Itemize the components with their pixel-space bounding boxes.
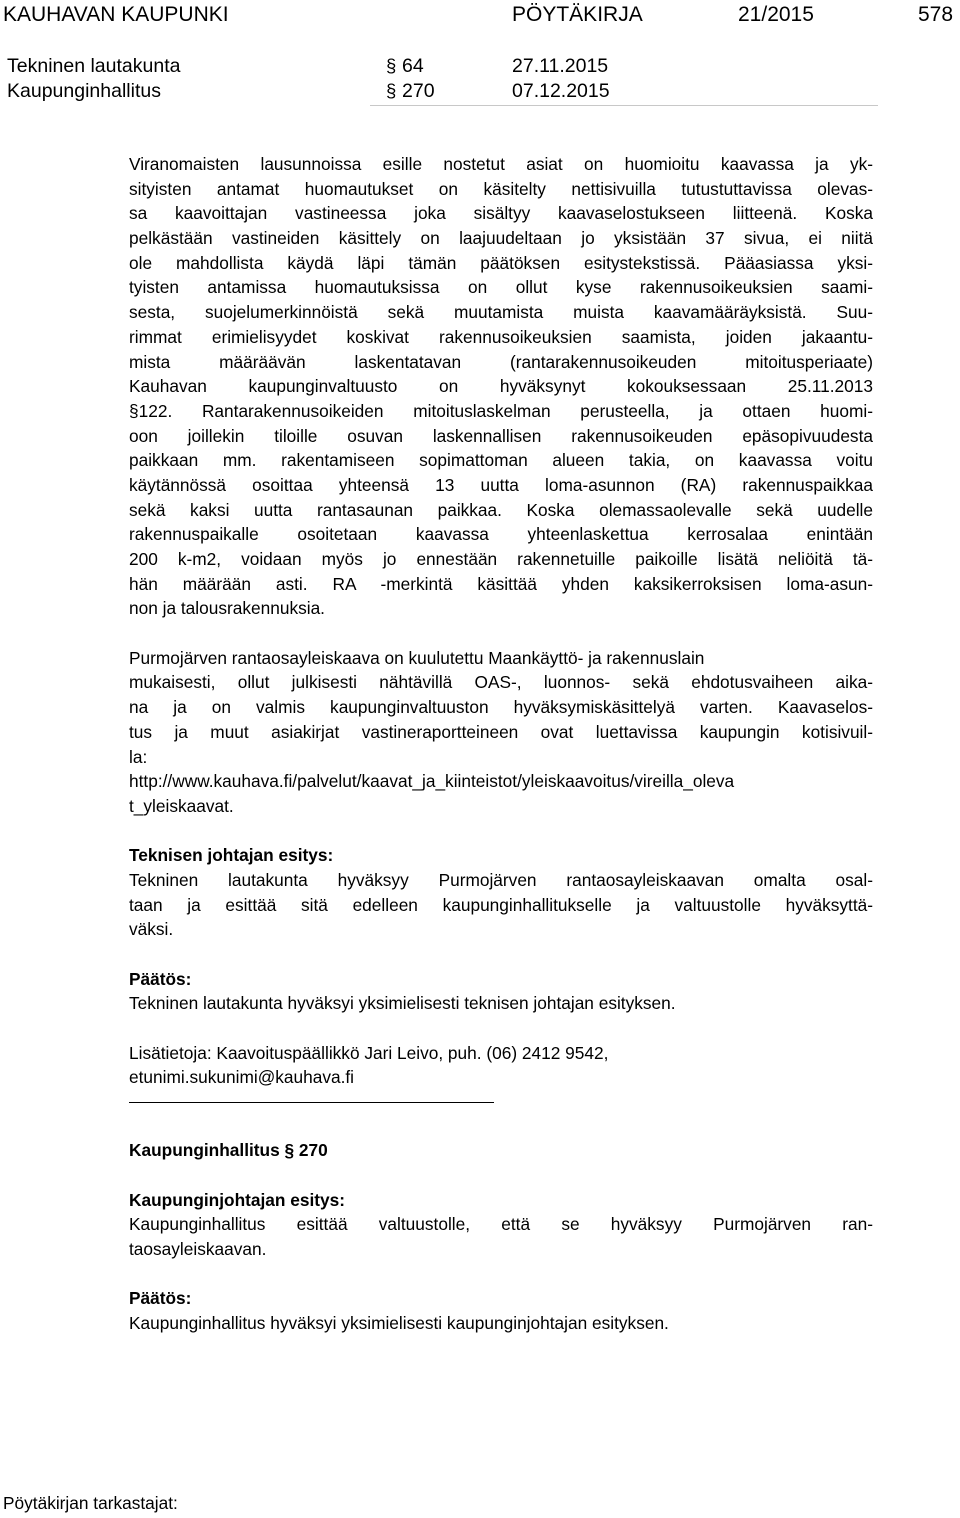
decision-city-board (129, 1286, 873, 1335)
mayor-proposal (129, 1188, 873, 1262)
text-line: taan ja esittää sitä edelleen kaupunginhallitukselle ja valtuustolle hyväksyttä- (129, 894, 873, 915)
text-line: Tekninen lautakunta hyväksyy Purmojärven rantaosayleiskaavan omalta osal- (129, 869, 873, 890)
meeting-body: Tekninen lautakunta (7, 55, 181, 77)
paragraph-statements (129, 152, 873, 621)
text-line: pelkästään vastineiden käsittely on laajuudeltaan jo yksistään 37 sivua, ei niitä (129, 228, 873, 249)
text-line: paikkaan mm. rakentamiseen sopimattoman alueen takia, on kaavassa voitu (129, 450, 873, 471)
section-number: 270 (402, 80, 435, 102)
meeting-date: 27.11.2015 (512, 55, 609, 77)
text-line: Viranomaisten lausunnoissa esille nostetut asiat on huomioitu kaavassa ja yk- (129, 154, 873, 174)
text-line: mukaisesti, ollut julkisesti nähtävillä OAS-, luonnos- sekä ehdotusvaiheen aika- (129, 672, 873, 693)
header-row-tekninen (0, 53, 960, 79)
spacer (129, 621, 873, 646)
text-line: tus ja muut asiakirjat vastineraportteineen ovat luettavissa kaupungin kotisivuil- (129, 721, 873, 742)
document-body (129, 152, 873, 1336)
text-line: mista määräävän laskentatavan (rantarakennusoikeuden mitoitusperiaate) (129, 351, 873, 372)
text-line: Kauhavan kaupunginvaltuusto on hyväksynyt kokouksessaan 25.11.2013 (129, 376, 873, 397)
text-line: tyisten antamissa huomautuksissa on ollut kyse rakennusoikeuksien saami- (129, 277, 873, 298)
meeting-body: Kaupunginhallitus (7, 80, 161, 102)
header-divider (370, 105, 878, 106)
text-line: non ja talousrakennuksia. (129, 598, 325, 619)
page-number: 578 (918, 3, 954, 26)
text-line: na ja on valmis kaupunginvaltuuston hyväksymiskäsittelyä varten. Kaavaselos- (129, 697, 873, 718)
spacer (129, 942, 873, 967)
section-sign: § (386, 80, 397, 101)
text-line: käytännössä osoittaa yhteensä 13 uutta loma-asunnon (RA) rakennuspaikkaa (129, 474, 873, 495)
document-header (0, 0, 960, 30)
decision-text: Tekninen lautakunta hyväksyi yksimielisesti teknisen johtajan esityksen. (129, 993, 676, 1014)
text-line: sesta, suojelumerkinnöistä sekä muutamista muista kaavamääräyksistä. Suu- (129, 302, 873, 323)
text-line: taosayleiskaavan. (129, 1238, 267, 1259)
text-line: Kaupunginhallitus esittää valtuustolle, että se hyväksyy Purmojärven ran- (129, 1214, 873, 1235)
proposal-heading: Teknisen johtajan esitys: (129, 845, 334, 866)
text-line: rimmat erimielisyydet koskivat rakennusoikeuksien saamista, joiden jakaantu- (129, 326, 873, 347)
text-line: la: (129, 746, 148, 767)
text-line: sityisten antamat huomautukset on käsitelty nettisivuilla tutustuttavissa olevas- (129, 178, 873, 199)
text-line: ole mahdollista käydä läpi tämän päätöksen esitystekstissä. Pääasiassa yksi- (129, 252, 873, 273)
document-number: 21/2015 (738, 3, 814, 26)
website-link[interactable]: http://www.kauhava.fi/palvelut/kaavat_ja_kiinteistot/yleiskaavoitus/vireilla_oleva (129, 771, 735, 792)
text-line: §122. Rantarakennusoikeiden mitoituslaskelman perusteella, ja ottaen huomi- (129, 400, 873, 421)
decision-text: Kaupunginhallitus hyväksyi yksimielisesti kaupunginjohtajan esityksen. (129, 1312, 669, 1333)
text-line: sa kaavoittajan vastineessa joka sisältyy kaavaselostukseen liitteenä. Koska (129, 203, 873, 224)
city-name: KAUHAVAN KAUPUNKI (3, 3, 229, 26)
text-line: oon joillekin tiloille osuvan laskennallisen rakennusoikeuden epäsopivuudesta (129, 425, 873, 446)
paragraph-announcement (129, 646, 873, 819)
meeting-date: 07.12.2015 (512, 80, 610, 102)
city-board-section-heading: Kaupunginhallitus § 270 (129, 1140, 328, 1161)
text-line: hän määrään asti. RA -merkintä käsittää yhden kaksikerroksisen loma-asun- (129, 573, 873, 594)
text-line: Purmojärven rantaosayleiskaava on kuulutettu Maankäyttö- ja rakennuslain (129, 647, 705, 668)
technical-director-proposal (129, 843, 873, 942)
section-separator-rule (129, 1102, 494, 1103)
section-sign: § (386, 55, 397, 76)
text-line: väksi. (129, 919, 174, 940)
website-link-continuation[interactable]: t_yleiskaavat. (129, 795, 234, 816)
contact-email[interactable]: etunimi.sukunimi@kauhava.fi (129, 1067, 355, 1088)
spacer (129, 1163, 873, 1188)
document-type: PÖYTÄKIRJA (512, 3, 643, 26)
decision-technical-board (129, 967, 873, 1016)
text-line: rakennuspaikalle osoitetaan kaavassa yhteenlaskettua kerrosalaa enintään (129, 524, 873, 545)
decision-heading: Päätös: (129, 968, 192, 989)
text-line: sekä kaksi uutta rantasaunan paikkaa. Koska olemassaolevalle sekä uudelle (129, 499, 873, 520)
contact-info (129, 1041, 873, 1090)
spacer (129, 1262, 873, 1287)
contact-line: Lisätietoja: Kaavoituspäällikkö Jari Leivo, puh. (06) 2412 9542, (129, 1042, 609, 1063)
spacer (129, 819, 873, 844)
spacer (129, 1016, 873, 1041)
header-row-kaupunginhallitus (0, 78, 960, 104)
section-number: 64 (402, 55, 424, 77)
decision-heading: Päätös: (129, 1288, 192, 1309)
text-line: 200 k-m2, voidaan myös jo ennestään rakennetuille paikoille lisätä neliöitä tä- (129, 549, 873, 569)
proposal-heading: Kaupunginjohtajan esitys: (129, 1189, 346, 1210)
minutes-reviewers-label: Pöytäkirjan tarkastajat: (3, 1493, 178, 1513)
